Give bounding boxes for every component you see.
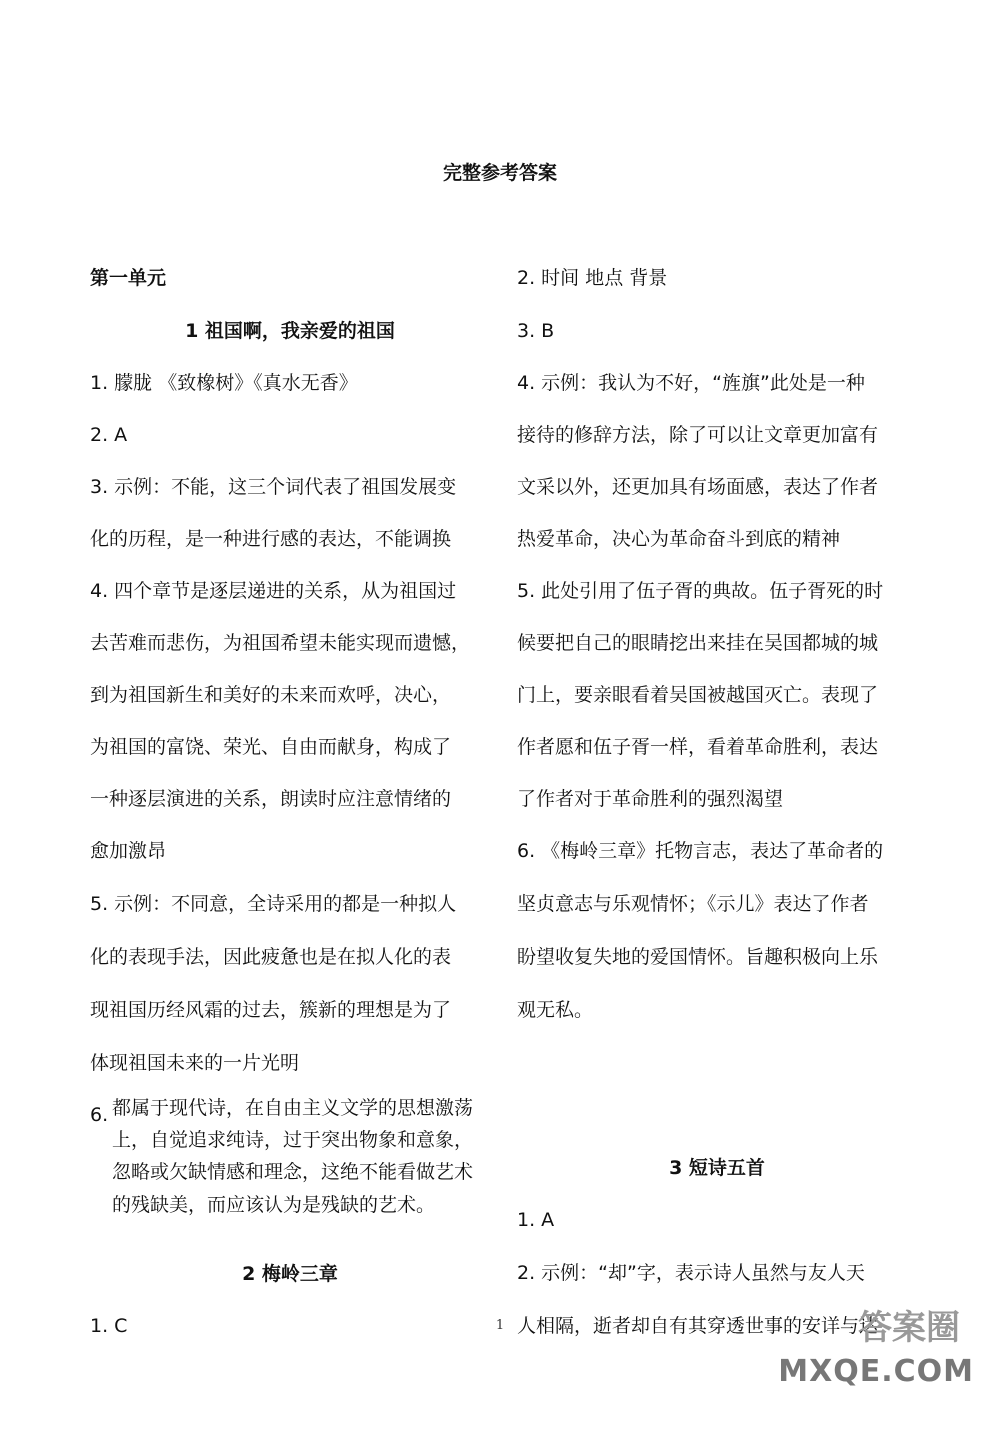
- answer-line: 化的表现手法，因此疲惫也是在拟人化的表: [90, 946, 452, 968]
- answer-line: 盼望收复失地的爱国情怀。旨趣积极向上乐: [517, 946, 879, 968]
- answer-line: 作者愿和伍子胥一样，看着革命胜利，表达: [517, 736, 879, 758]
- answer-line: 1. C: [90, 1315, 128, 1337]
- answer-line: 忽略或欠缺情感和理念，这绝不能看做艺术: [112, 1161, 474, 1183]
- answer-line: 文采以外，还更加具有场面感，表达了作者: [517, 476, 879, 498]
- section-heading-2: 2 梅岭三章: [242, 1263, 338, 1285]
- answer-line: 愈加激昂: [90, 840, 167, 862]
- unit-heading: 第一单元: [90, 267, 167, 289]
- answer-line: 体现祖国未来的一片光明: [90, 1052, 300, 1074]
- answer-line: 了作者对于革命胜利的强烈渴望: [517, 788, 784, 810]
- answer-line: 接待的修辞方法，除了可以让文章更加富有: [517, 424, 879, 446]
- answer-line: 1. 朦胧 《致橡树》《真水无香》: [90, 372, 358, 394]
- answer-line: 现祖国历经风霜的过去，簇新的理想是为了: [90, 999, 452, 1021]
- answer-line: 2. 示例：“却”字，表示诗人虽然与友人天: [517, 1262, 865, 1284]
- answer-line: 3. B: [517, 320, 555, 342]
- watermark-url: MXQE.COM: [778, 1354, 974, 1389]
- item-6-number: 6.: [90, 1104, 109, 1126]
- answer-line: 上，自觉追求纯诗，过于突出物象和意象，: [112, 1129, 474, 1151]
- answer-line: 门上，要亲眼看着吴国被越国灭亡。表现了: [517, 684, 879, 706]
- page-number: 1: [495, 1318, 505, 1333]
- answer-line: 热爱革命，决心为革命奋斗到底的精神: [517, 528, 841, 550]
- answer-line: 到为祖国新生和美好的未来而欢呼，决心，: [90, 684, 452, 706]
- answer-line: 4. 四个章节是逐层递进的关系，从为祖国过: [90, 580, 457, 602]
- watermark-logo: 答案圈: [858, 1308, 960, 1348]
- section-heading-1: 1 祖国啊，我亲爱的祖国: [185, 320, 395, 342]
- answer-line: 4. 示例：我认为不好，“旌旗”此处是一种: [517, 372, 865, 394]
- answer-line: 都属于现代诗，在自由主义文学的思想激荡: [112, 1097, 474, 1119]
- page-title: 完整参考答案: [442, 162, 557, 184]
- answer-line: 坚贞意志与乐观情怀；《示儿》表达了作者: [517, 893, 869, 915]
- section-heading-3: 3 短诗五首: [669, 1157, 765, 1179]
- answer-line: 2. 时间 地点 背景: [517, 267, 668, 289]
- answer-line: 5. 示例：不同意，全诗采用的都是一种拟人: [90, 893, 457, 915]
- answer-line: 的残缺美，而应该认为是残缺的艺术。: [112, 1194, 436, 1216]
- answer-line: 1. A: [517, 1209, 555, 1231]
- answer-line: 6. 《梅岭三章》托物言志，表达了革命者的: [517, 840, 884, 862]
- answer-line: 候要把自己的眼睛挖出来挂在吴国都城的城: [517, 632, 879, 654]
- answer-line: 为祖国的富饶、荣光、自由而献身，构成了: [90, 736, 452, 758]
- answer-line: 化的历程，是一种进行感的表达，不能调换: [90, 528, 452, 550]
- answer-line: 2. A: [90, 424, 128, 446]
- answer-line: 一种逐层演进的关系，朗读时应注意情绪的: [90, 788, 452, 810]
- answer-line: 5. 此处引用了伍子胥的典故。伍子胥死的时: [517, 580, 884, 602]
- answer-line: 人相隔，逝者却自有其穿透世事的安详与达: [517, 1315, 879, 1337]
- answer-line: 观无私。: [517, 999, 594, 1021]
- answer-line: 3. 示例：不能，这三个词代表了祖国发展变: [90, 476, 457, 498]
- answer-line: 去苦难而悲伤，为祖国希望未能实现而遗憾，: [90, 632, 471, 654]
